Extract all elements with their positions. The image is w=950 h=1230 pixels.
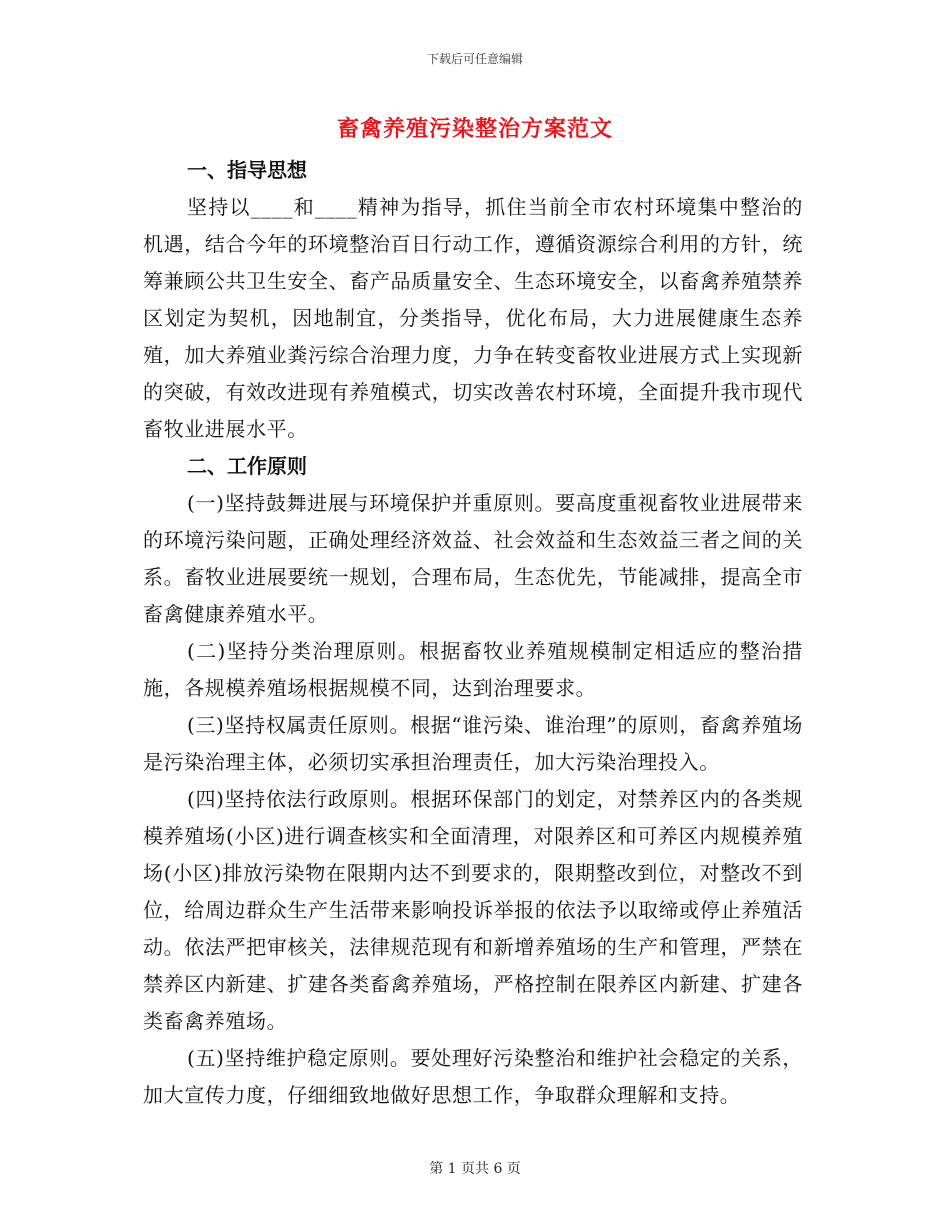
document-body [143,152,803,1114]
section-heading-guiding-ideology: 一、指导思想 [187,158,307,182]
paragraph-guiding-ideology: 坚持以____和____精神为指导，抓住当前全市农村环境集中整治的机遇，结合今年的环境整治百日行动工作，遵循资源综合利用的方针，统筹兼顾公共卫生安全、畜产品质量安全、生态环境安全，以畜禽养殖禁养区划定为契机，因地制宜，分类指导，优化布局，大力进展健康生态养殖，加大养殖业粪污综合治理力度，力争在转变畜牧业进展方式上实现新的突破，有效改进现有养殖模式，切实改善农村环境，全面提升我市现代畜牧业进展水平。 [143,195,803,441]
section-heading-work-principles: 二、工作原则 [187,454,307,478]
paragraph-principle-4: (四)坚持依法行政原则。根据环保部门的划定，对禁养区内的各类规模养殖场(小区)进行调查核实和全面清理，对限养区和可养区内规模养殖场(小区)排放污染物在限期内达不到要求的，限期整改到位，对整改不到位，给周边群众生产生活带来影响投诉举报的依法予以取缔或停止养殖活动。依法严把审核关，法律规范现有和新增养殖场的生产和管理，严禁在禁养区内新建、扩建各类畜禽养殖场，严格控制在限养区内新建、扩建各类畜禽养殖场。 [143,787,803,1033]
paragraph-principle-1: (一)坚持鼓舞进展与环境保护并重原则。要高度重视畜牧业进展带来的环境污染问题，正确处理经济效益、社会效益和生态效益三者之间的关系。畜牧业进展要统一规划，合理布局，生态优先，节能减排，提高全市畜禽健康养殖水平。 [143,491,803,626]
paragraph-principle-5: (五)坚持维护稳定原则。要处理好污染整治和维护社会稳定的关系，加大宣传力度，仔细细致地做好思想工作，争取群众理解和支持。 [143,1046,803,1107]
paragraph-principle-3: (三)坚持权属责任原则。根据“谁污染、谁治理”的原则，畜禽养殖场是污染治理主体，必须切实承担治理责任，加大污染治理投入。 [143,713,803,774]
paragraph-principle-2: (二)坚持分类治理原则。根据畜牧业养殖规模制定相适应的整治措施，各规模养殖场根据规模不同，达到治理要求。 [143,639,803,700]
document-title: 畜禽养殖污染整治方案范文 [336,116,613,142]
page-header-note: 下载后可任意编辑 [426,52,523,66]
page-number-footer: 第 1 页共 6 页 [429,1161,521,1177]
